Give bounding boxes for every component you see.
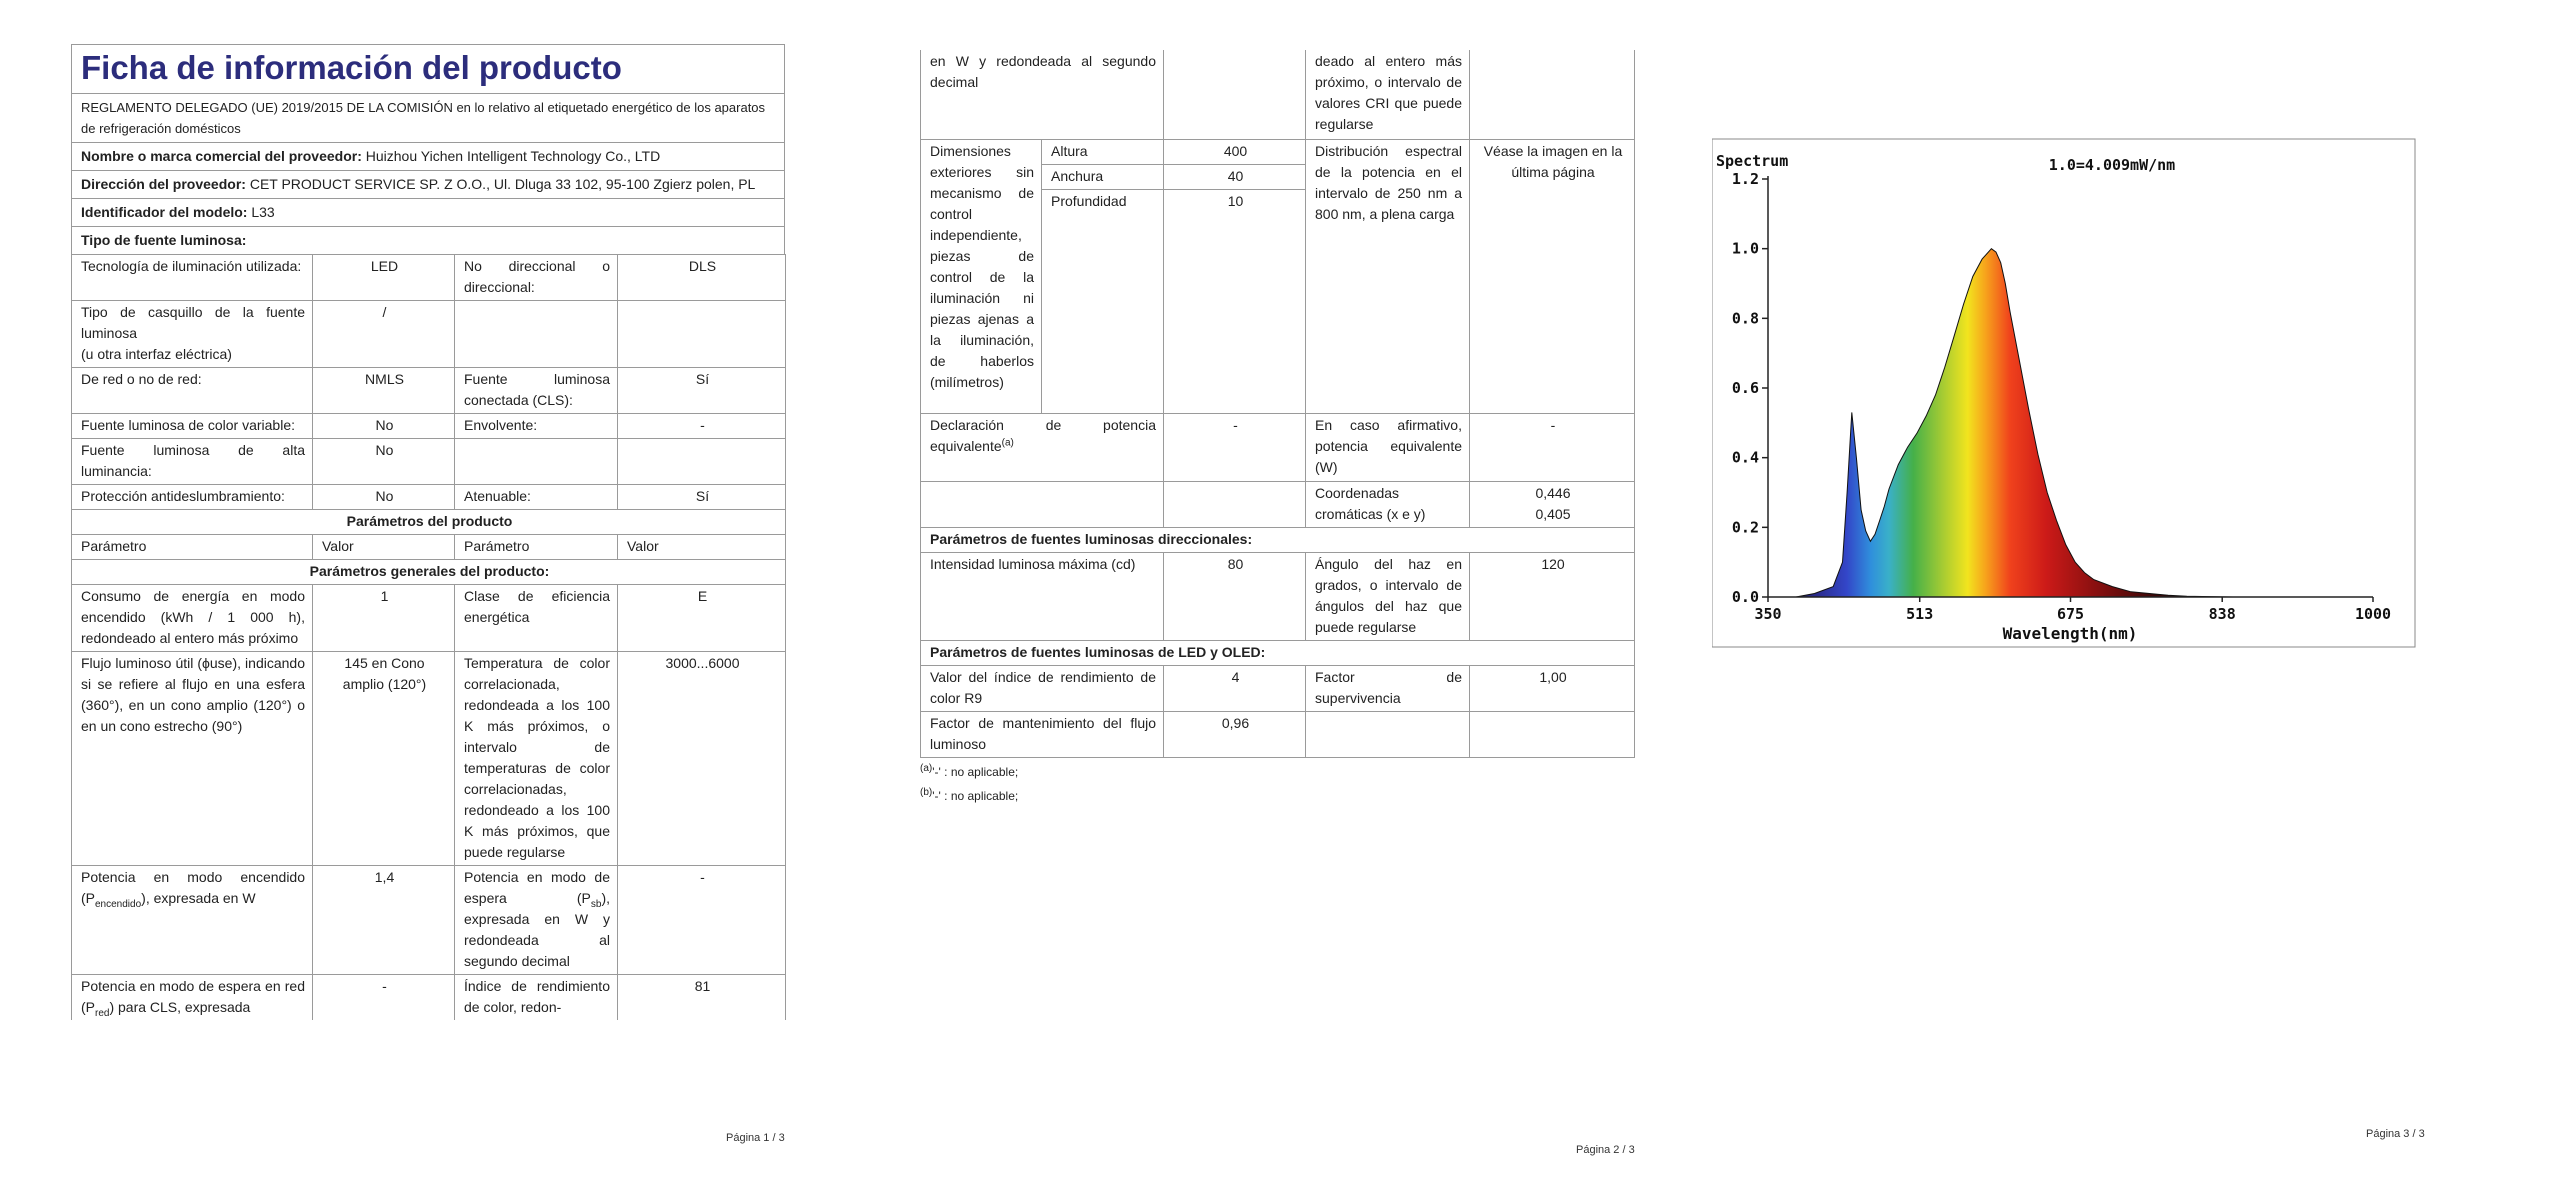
cell-label: En caso afirmativo, potencia equivalente (W) xyxy=(1306,414,1470,482)
column-header: Valor xyxy=(313,535,455,560)
cell-value: - xyxy=(313,975,455,1021)
cell-value: Sí xyxy=(618,485,786,510)
cell-value: No xyxy=(313,439,455,485)
x-tick-label: 1000 xyxy=(2354,605,2392,623)
cell-value: 40 xyxy=(1164,165,1306,190)
parameters-table-2 xyxy=(920,50,1635,758)
cell-label xyxy=(72,975,313,1021)
cap-type-sublabel: (u otra interfaz eléctrica) xyxy=(81,346,232,362)
page-title: Ficha de información del producto xyxy=(71,44,785,94)
label-subscript: encendido xyxy=(95,898,142,910)
y-tick-label: 0.4 xyxy=(1731,448,1759,467)
cell-label: Tecnología de iluminación utilizada: xyxy=(72,255,313,301)
cell-label: Flujo luminoso útil (ϕuse), indicando si se refiere al flujo en una esfera (360°), en un cono amplio (120°) o en un cono estrecho (90°) xyxy=(72,652,313,866)
address-label: Dirección del proveedor: xyxy=(81,176,246,192)
address-row xyxy=(71,171,785,199)
cell-value: 0,96 xyxy=(1164,712,1306,758)
table-row xyxy=(921,414,1635,482)
table-row xyxy=(72,510,786,535)
label-part: Potencia en modo de espera (P xyxy=(464,869,610,906)
page-number-2: Página 2 / 3 xyxy=(1576,1144,1635,1156)
cell-label xyxy=(921,414,1164,482)
table-row xyxy=(72,585,786,652)
cell-label: Índice de rendimiento de color, redon- xyxy=(455,975,618,1021)
footnote-marker: (a) xyxy=(1001,437,1014,449)
table-row xyxy=(921,712,1635,758)
page-2 xyxy=(920,50,1634,808)
table-row xyxy=(72,439,786,485)
y-tick-label: 1.0 xyxy=(1731,239,1759,258)
cell-label: Altura xyxy=(1042,140,1164,165)
model-row xyxy=(71,199,785,227)
cell-empty xyxy=(1164,50,1306,140)
label-part: ) para CLS, expresada xyxy=(109,999,251,1015)
section-heading: Parámetros del producto xyxy=(72,510,786,535)
y-tick-label: 1.2 xyxy=(1731,170,1759,188)
label-part: ), expresada en W xyxy=(141,890,256,906)
page-1 xyxy=(71,44,785,1020)
cell-label: Atenuable: xyxy=(455,485,618,510)
cell-value: 1,4 xyxy=(313,866,455,975)
x-tick-label: 675 xyxy=(2056,605,2085,623)
table-row xyxy=(921,666,1635,712)
table-row xyxy=(921,528,1635,553)
y-tick-label: 0.2 xyxy=(1731,518,1759,537)
cell-value: - xyxy=(1470,414,1635,482)
cell-label: Envolvente: xyxy=(455,414,618,439)
cell-value xyxy=(1470,482,1635,528)
table-row xyxy=(921,140,1635,165)
footnote-text: '-' : no aplicable; xyxy=(932,789,1019,803)
cell-empty xyxy=(1164,482,1306,528)
table-row xyxy=(72,866,786,975)
model-label: Identificador del modelo: xyxy=(81,204,248,220)
label-part: Potencia en modo encendido (P xyxy=(81,869,305,906)
table-row xyxy=(921,553,1635,641)
supplier-value: Huizhou Yichen Intelligent Technology Co., LTD xyxy=(365,148,661,164)
cell-empty xyxy=(921,482,1164,528)
cell-value: LED xyxy=(313,255,455,301)
section-heading: Parámetros de fuentes luminosas de LED y OLED: xyxy=(921,641,1635,666)
cell-empty xyxy=(1470,50,1635,140)
footnote-marker: (a) xyxy=(920,763,933,774)
x-tick-label: 838 xyxy=(2208,605,2236,623)
cell-value: 400 xyxy=(1164,140,1306,165)
cell-empty xyxy=(455,439,618,485)
cell-value: - xyxy=(618,414,786,439)
cell-label xyxy=(72,866,313,975)
cell-value: 81 xyxy=(618,975,786,1021)
cell-value: / xyxy=(313,301,455,368)
table-row xyxy=(72,368,786,414)
cell-value: Sí xyxy=(618,368,786,414)
table-header-row xyxy=(72,535,786,560)
y-tick-label: 0.8 xyxy=(1731,309,1759,328)
cell-label: Fuente luminosa conectada (CLS): xyxy=(455,368,618,414)
cell-label: Ángulo del haz en grados, o intervalo de ángulos del haz que puede regularse xyxy=(1306,553,1470,641)
model-value: L33 xyxy=(251,204,275,220)
supplier-label: Nombre o marca comercial del proveedor: xyxy=(81,148,362,164)
cell-label: Factor de supervivencia xyxy=(1306,666,1470,712)
cell-value: Véase la imagen en la última página xyxy=(1470,140,1635,414)
cell-value: - xyxy=(1164,414,1306,482)
table-row xyxy=(72,414,786,439)
table-row xyxy=(921,641,1635,666)
label-part: Potencia en modo de espera en red (P xyxy=(81,978,305,1015)
parameters-table-1 xyxy=(71,254,786,1020)
x-tick-label: 350 xyxy=(1754,605,1782,623)
table-row xyxy=(921,50,1635,140)
column-header: Parámetro xyxy=(455,535,618,560)
cell-empty xyxy=(618,301,786,368)
label-subscript: red xyxy=(95,1007,110,1019)
cell-label: Intensidad luminosa máxima (cd) xyxy=(921,553,1164,641)
chromaticity-x: 0,446 xyxy=(1535,485,1571,501)
x-axis-label: Wavelength(nm) xyxy=(2002,624,2138,643)
cell-label: Fuente luminosa de color variable: xyxy=(72,414,313,439)
table-row xyxy=(72,560,786,585)
footnote-b xyxy=(920,784,1634,808)
column-header: Parámetro xyxy=(72,535,313,560)
table-row xyxy=(72,485,786,510)
cell-value: DLS xyxy=(618,255,786,301)
cell-label: Consumo de energía en modo encendido (kWh / 1 000 h), redondeado al entero más próximo xyxy=(72,585,313,652)
light-source-type-label: Tipo de fuente luminosa: xyxy=(81,232,247,248)
section-heading: Parámetros generales del producto: xyxy=(72,560,786,585)
regulation-text: REGLAMENTO DELEGADO (UE) 2019/2015 DE LA COMISIÓN en lo relativo al etiquetado energético de los aparatos de refrigeración domésticos xyxy=(71,94,785,143)
cell-value: E xyxy=(618,585,786,652)
cell-value: NMLS xyxy=(313,368,455,414)
label-subscript: sb xyxy=(590,898,602,910)
cell-empty xyxy=(1470,712,1635,758)
table-row xyxy=(921,482,1635,528)
chart-title: Spectrum xyxy=(1716,152,1789,170)
page-number-3: Página 3 / 3 xyxy=(2366,1128,2425,1140)
cell-label: deado al entero más próximo, o intervalo de valores CRI que puede regularse xyxy=(1306,50,1470,140)
cell-value: 10 xyxy=(1164,190,1306,414)
cell-value: 4 xyxy=(1164,666,1306,712)
table-row xyxy=(72,301,786,368)
cell-label: Coordenadas cromáticas (x e y) xyxy=(1306,482,1470,528)
cell-label xyxy=(455,866,618,975)
cell-value: 80 xyxy=(1164,553,1306,641)
cell-empty xyxy=(618,439,786,485)
cell-empty xyxy=(455,301,618,368)
chromaticity-y: 0,405 xyxy=(1535,506,1571,522)
label-part: Declaración de potencia equivalente xyxy=(930,417,1156,454)
cell-label: Distribución espectral de la potencia en el intervalo de 250 nm a 800 nm, a plena carga xyxy=(1306,140,1470,414)
cell-label: Factor de mantenimiento del flujo luminoso xyxy=(921,712,1164,758)
y-tick-label: 0.0 xyxy=(1731,588,1759,606)
cell-label: Temperatura de color correlacionada, redondeada a los 100 K más próximos, o intervalo de temperaturas de color correlacionadas, redondeado a los 100 K más próximos, que puede regularse xyxy=(455,652,618,866)
chart-subtitle: 1.0=4.009mW/nm xyxy=(2048,156,2176,174)
cell-label: en W y redondeada al segundo decimal xyxy=(921,50,1164,140)
cell-value: 1,00 xyxy=(1470,666,1635,712)
cell-value: 120 xyxy=(1470,553,1635,641)
cell-label xyxy=(72,301,313,368)
footnote-a xyxy=(920,760,1634,784)
address-value: CET PRODUCT SERVICE SP. Z O.O., Ul. Dluga 33 102, 95-100 Zgierz polen, PL xyxy=(249,176,756,192)
cell-label: Profundidad xyxy=(1042,190,1164,414)
light-source-type-row xyxy=(71,227,785,255)
cell-value: - xyxy=(618,866,786,975)
cell-empty xyxy=(1306,712,1470,758)
cell-label: Dimensiones exteriores sin mecanismo de control independiente, piezas de control de la iluminación ni piezas ajenas a la iluminación, de haberlos (milímetros) xyxy=(921,140,1042,414)
cell-value: 145 en Cono amplio (120°) xyxy=(313,652,455,866)
supplier-row xyxy=(71,143,785,171)
y-tick-label: 0.6 xyxy=(1731,379,1759,397)
cell-value: No xyxy=(313,485,455,510)
table-row xyxy=(72,975,786,1021)
cell-value: 1 xyxy=(313,585,455,652)
cell-label: De red o no de red: xyxy=(72,368,313,414)
section-heading: Parámetros de fuentes luminosas direccionales: xyxy=(921,528,1635,553)
footnote-marker: (b) xyxy=(920,787,933,798)
cell-label: Protección antideslumbramiento: xyxy=(72,485,313,510)
cell-value: No xyxy=(313,414,455,439)
page-number-1: Página 1 / 3 xyxy=(726,1132,785,1144)
cell-label: Valor del índice de rendimiento de color R9 xyxy=(921,666,1164,712)
cell-label: Clase de eficiencia energética xyxy=(455,585,618,652)
cell-value: 3000...6000 xyxy=(618,652,786,866)
cap-type-label: Tipo de casquillo de la fuente luminosa xyxy=(81,304,305,341)
cell-label: Fuente luminosa de alta luminancia: xyxy=(72,439,313,485)
table-row xyxy=(72,255,786,301)
table-row xyxy=(72,652,786,866)
spectrum-chart xyxy=(1712,136,2416,652)
column-header: Valor xyxy=(618,535,786,560)
footnote-text: '-' : no aplicable; xyxy=(932,765,1019,779)
label-part: ), expresada en W y redondeada al segundo decimal xyxy=(464,890,610,969)
x-tick-label: 513 xyxy=(1906,605,1934,623)
spectrum-svg xyxy=(1712,136,2416,652)
cell-label: No direccional o direccional: xyxy=(455,255,618,301)
cell-label: Anchura xyxy=(1042,165,1164,190)
